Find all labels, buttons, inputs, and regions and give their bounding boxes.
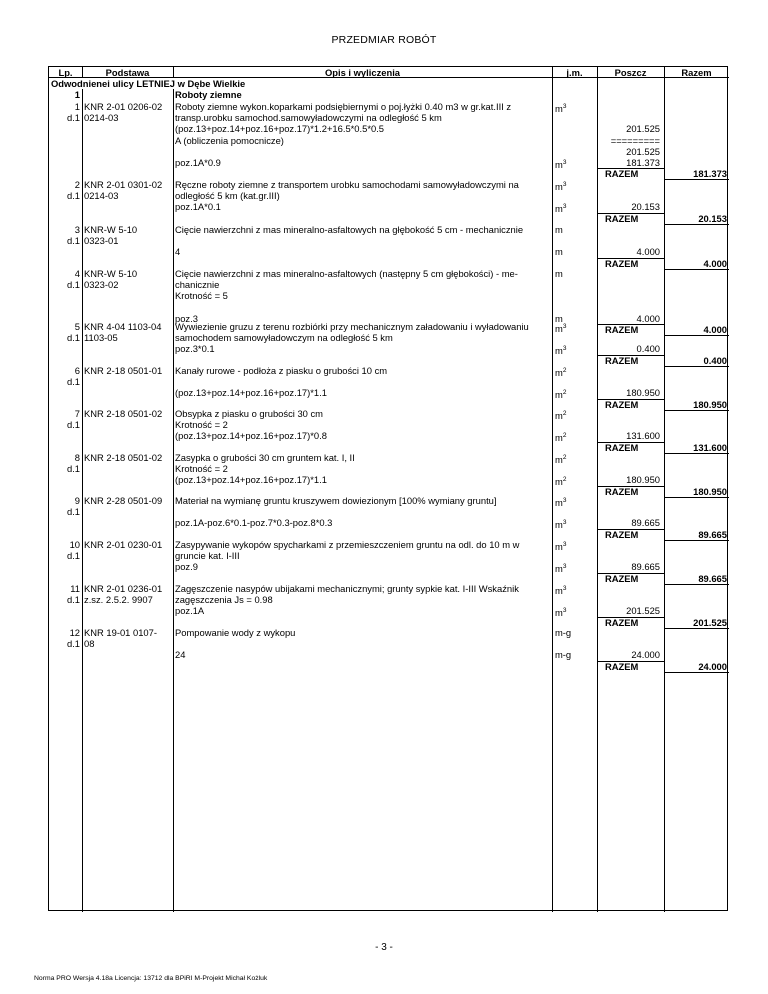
calc-expression: poz.9: [175, 561, 198, 573]
col-divider: [552, 67, 553, 912]
total-underline: [664, 497, 729, 498]
item-description-line: Zasypywanie wykopów spycharkami z przemieszczeniem gruntu na odl. do 10 m w: [175, 539, 520, 550]
razem-label: RAZEM: [605, 168, 639, 180]
item-subnumber: d.1: [66, 190, 80, 202]
razem-label: RAZEM: [605, 257, 639, 269]
calc-value: 0.400: [636, 343, 660, 355]
item-description-line: Materiał na wymianę gruntu kruszywem dowiezionym [100% wymiany gruntu]: [175, 495, 497, 506]
page-number: - 3 -: [375, 942, 393, 953]
total-underline: [664, 628, 729, 629]
item-description-line: Krotność = 2: [175, 419, 228, 431]
item-basis: KNR 2-01 0230-01: [84, 539, 163, 550]
item-total: 89.665: [698, 528, 727, 540]
item-number: 2: [74, 179, 80, 190]
item-unit: m-g: [555, 627, 572, 638]
total-underline: [664, 410, 729, 411]
header-jm: j.m.: [566, 67, 583, 78]
calc-expression: poz.3: [175, 312, 198, 324]
section-title: Odwodnienei ulicy LETNIEJ w Dębe Wielkie: [51, 78, 246, 89]
item-description-line: A (obliczenia pomocnicze): [175, 134, 284, 146]
header-lp: Lp.: [58, 67, 73, 78]
item-basis: KNR 4-04 1103-04: [84, 321, 162, 332]
calc-value: 201.525: [626, 145, 660, 157]
calc-value: 201.525: [626, 605, 660, 617]
item-total: 201.525: [693, 616, 727, 628]
total-underline: [664, 584, 729, 585]
calc-unit: $m^3$: [555, 563, 567, 575]
item-basis-2: 08: [84, 638, 95, 650]
item-number: 10: [69, 539, 80, 550]
item-description-line: Wywiezienie gruzu z terenu rozbiórki przy mechanicznym załadowaniu i wyładowaniu: [175, 321, 529, 332]
item-number: 11: [70, 583, 80, 594]
item-number: 5: [74, 321, 80, 332]
total-underline: [664, 453, 729, 454]
calc-unit: m: [555, 246, 563, 258]
estimate-table: [48, 66, 728, 911]
calc-unit: $m^2$: [555, 432, 567, 444]
item-total: 180.950: [693, 485, 727, 497]
item-number: 8: [74, 452, 80, 463]
item-description-line: transp.urobku samochod.samowyładowczymi na odległość 5 km: [175, 112, 442, 124]
item-unit: $m^2$: [555, 454, 567, 466]
item-subnumber: d.1: [66, 506, 80, 518]
item-unit: $m^3$: [555, 497, 567, 509]
razem-label: RAZEM: [605, 660, 639, 672]
calc-expression: 4: [175, 246, 181, 258]
total-underline: [664, 269, 729, 270]
total-underline: [664, 179, 729, 180]
item-number: 4: [74, 268, 80, 279]
page-title: PRZEDMIAR ROBÓT: [331, 34, 437, 46]
calc-value: 4.000: [636, 246, 660, 258]
item-basis-2: 0323-01: [84, 235, 119, 247]
item-unit: $m^2$: [555, 367, 567, 379]
calc-value: 4.000: [636, 312, 660, 324]
calc-unit: $m^3$: [555, 345, 567, 357]
item-basis: KNR-W 5-10: [84, 268, 138, 279]
item-unit: m: [555, 268, 563, 279]
calc-unit: $m^3$: [555, 519, 567, 531]
razem-label: RAZEM: [605, 572, 639, 584]
subsection-number: 1: [74, 89, 80, 100]
item-basis: KNR 2-28 0501-09: [84, 495, 163, 506]
calc-value: 89.665: [631, 517, 660, 529]
calc-value: =========: [610, 134, 660, 146]
item-description-line: Roboty ziemne wykon.koparkami podsiębiernymi o poj.łyżki 0.40 m3 w gr.kat.III z: [175, 101, 512, 112]
item-description-line: samochodem samowyładowczym na odległość 5 km: [175, 332, 393, 344]
item-number: 6: [74, 365, 80, 376]
calc-value: 181.373: [626, 157, 660, 168]
item-subnumber: d.1: [66, 112, 80, 124]
calc-expression: 24: [175, 649, 186, 661]
item-subnumber: d.1: [66, 235, 80, 247]
razem-label: RAZEM: [605, 528, 639, 540]
item-unit: $m^3$: [555, 323, 567, 335]
razem-label: RAZEM: [605, 324, 639, 335]
item-basis-2: 0214-03: [84, 112, 119, 124]
calc-expression: poz.1A*0.9: [175, 157, 221, 168]
item-number: 1: [74, 101, 80, 112]
item-total: 181.373: [693, 168, 727, 180]
item-basis: KNR 19-01 0107-: [84, 627, 157, 638]
item-description-line: Cięcie nawierzchni z mas mineralno-asfaltowych (następny 5 cm głębokości) - me-: [175, 268, 518, 279]
item-subnumber: d.1: [66, 279, 80, 291]
total-underline: [664, 366, 729, 367]
footer-license: Norma PRO Wersja 4.18a Licencja: 13712 dla BPiRI M-Projekt Michał Kożluk: [34, 975, 268, 982]
calc-unit: $m^3$: [555, 203, 567, 215]
item-subnumber: d.1: [66, 332, 80, 344]
subsection-name: Roboty ziemne: [175, 89, 242, 100]
header-poszcz: Poszcz: [614, 67, 647, 78]
item-total: 0.400: [703, 354, 727, 366]
item-subnumber: d.1: [66, 638, 80, 650]
item-number: 9: [74, 495, 80, 506]
calc-unit: $m^3$: [555, 159, 567, 171]
item-total: 4.000: [703, 324, 727, 335]
header-opis: Opis i wyliczenia: [324, 67, 401, 78]
razem-label: RAZEM: [605, 354, 639, 366]
item-basis-2: z.sz. 2.5.2. 9907: [84, 594, 153, 606]
item-subnumber: d.1: [66, 594, 80, 606]
header-razem: Razem: [681, 67, 712, 78]
item-basis: KNR 2-18 0501-02: [84, 452, 163, 463]
item-basis-2: 0214-03: [84, 190, 119, 202]
calc-value: 180.950: [626, 387, 660, 399]
item-basis: KNR 2-18 0501-02: [84, 408, 163, 419]
item-unit: $m^3$: [555, 103, 567, 115]
calc-expression: poz.1A-poz.6*0.1-poz.7*0.3-poz.8*0.3: [175, 517, 333, 529]
total-underline: [664, 224, 729, 225]
col-divider: [597, 67, 598, 912]
item-total: 4.000: [703, 257, 727, 269]
razem-label: RAZEM: [605, 485, 639, 497]
item-description-line: Zasypka o grubości 30 cm gruntem kat. I, II: [175, 452, 355, 463]
item-basis-2: 1103-05: [84, 332, 118, 344]
item-unit: $m^3$: [555, 541, 567, 553]
item-total: 89.665: [698, 572, 727, 584]
item-description-line: zagęszczenia Js = 0.98: [175, 594, 273, 606]
item-total: 131.600: [693, 441, 727, 453]
item-description-line: Krotność = 5: [175, 290, 228, 302]
calc-value: 20.153: [631, 201, 660, 213]
item-subnumber: d.1: [66, 376, 80, 388]
item-description-line: odległość 5 km (kat.gr.III): [175, 190, 280, 202]
item-description-line: Pompowanie wody z wykopu: [175, 627, 296, 638]
razem-label: RAZEM: [605, 212, 639, 224]
item-number: 12: [69, 627, 80, 638]
item-description-line: chanicznie: [175, 279, 220, 291]
calc-unit: m-g: [555, 649, 572, 661]
item-description-line: (poz.13+poz.14+poz.16+poz.17)*1.2+16.5*0.5*0.5: [175, 123, 385, 135]
item-basis: KNR 2-01 0206-02: [84, 101, 163, 112]
item-unit: $m^3$: [555, 585, 567, 597]
total-underline: [664, 540, 729, 541]
header-podstawa: Podstawa: [105, 67, 150, 78]
razem-label: RAZEM: [605, 398, 639, 410]
calc-expression: (poz.13+poz.14+poz.16+poz.17)*0.8: [175, 430, 327, 442]
calc-expression: poz.1A*0.1: [175, 201, 221, 213]
item-unit: m: [555, 224, 563, 235]
item-subnumber: d.1: [66, 419, 80, 431]
item-total: 180.950: [693, 398, 727, 410]
total-underline: [664, 335, 729, 336]
calc-value: 131.600: [626, 430, 660, 442]
item-description-line: Zagęszczenie nasypów ubijakami mechanicznymi; grunty sypkie kat. I-III Wskaźnik: [175, 583, 519, 594]
col-divider: [173, 67, 174, 912]
calc-unit: m: [555, 312, 563, 324]
item-basis-2: 0323-02: [84, 279, 119, 291]
item-total: 24.000: [698, 660, 727, 672]
item-number: 3: [74, 224, 80, 235]
item-description-line: Obsypka z piasku o grubości 30 cm: [175, 408, 323, 419]
calc-expression: (poz.13+poz.14+poz.16+poz.17)*1.1: [175, 474, 327, 486]
item-subnumber: d.1: [66, 550, 80, 562]
item-basis: KNR 2-01 0236-01: [84, 583, 163, 594]
razem-label: RAZEM: [605, 441, 639, 453]
item-subnumber: d.1: [66, 463, 80, 475]
calc-expression: poz.1A: [175, 605, 205, 617]
calc-expression: (poz.13+poz.14+poz.16+poz.17)*1.1: [175, 387, 327, 399]
calc-unit: $m^3$: [555, 607, 567, 619]
item-description-line: Ręczne roboty ziemne z transportem urobku samochodami samowyładowczymi na: [175, 179, 519, 190]
item-total: 20.153: [698, 212, 727, 224]
item-description-line: gruncie kat. I-III: [175, 550, 240, 562]
calc-unit: $m^2$: [555, 476, 567, 488]
item-basis: KNR-W 5-10: [84, 224, 138, 235]
calc-value: 89.665: [631, 561, 660, 573]
razem-label: RAZEM: [605, 616, 639, 628]
item-basis: KNR 2-01 0301-02: [84, 179, 163, 190]
calc-value: 201.525: [626, 123, 660, 135]
calc-value: 24.000: [631, 649, 660, 661]
item-description-line: Kanały rurowe - podłoża z piasku o grubości 10 cm: [175, 365, 388, 376]
item-unit: $m^3$: [555, 181, 567, 193]
col-divider: [82, 67, 83, 912]
item-basis: KNR 2-18 0501-01: [84, 365, 163, 376]
item-unit: $m^2$: [555, 410, 567, 422]
item-description-line: Cięcie nawierzchni z mas mineralno-asfaltowych na głębokość 5 cm - mechanicznie: [175, 224, 524, 235]
calc-expression: poz.3*0.1: [175, 343, 215, 355]
item-number: 7: [74, 408, 80, 419]
calc-value: 180.950: [626, 474, 660, 486]
total-underline: [664, 672, 729, 673]
item-description-line: Krotność = 2: [175, 463, 228, 475]
calc-unit: $m^2$: [555, 389, 567, 401]
